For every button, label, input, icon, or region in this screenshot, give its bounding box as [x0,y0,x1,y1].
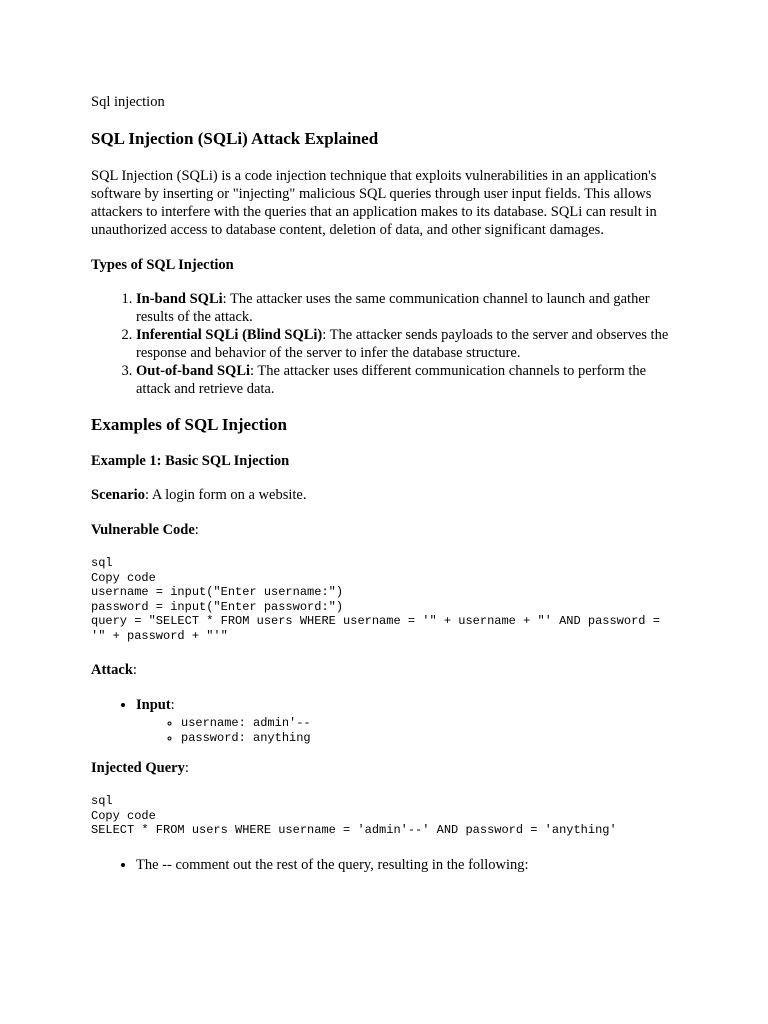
list-item [136,290,681,326]
bullet-text: The [136,856,163,873]
list-item [136,326,681,362]
type-desc: : The attacker uses different communication channels to perform the attack and retrieve data. [136,363,647,397]
bullet-text: comment out the rest of the query, resulting in the following: [171,856,529,873]
main-heading: SQL Injection (SQLi) Attack Explained [91,129,379,148]
input-field-label: username: [181,716,254,730]
code-lang: sql [91,794,113,808]
input-field-value: anything [253,730,311,745]
type-desc: : The attacker uses the same communication channel to launch and gather results of the attack. [136,291,650,325]
injected-query-label [91,759,681,777]
code-block-injected [91,794,681,838]
code-line: username = input("Enter username:") [91,585,344,599]
list-item [136,696,681,745]
types-heading: Types of SQL Injection [91,257,234,273]
document-body [91,93,681,888]
code-line: SELECT * FROM users WHERE username = 'admin'--' AND password = 'anything' [91,823,617,837]
colon: : [194,522,199,538]
input-sublist [136,716,681,745]
code-line: password = input("Enter password:") [91,599,344,614]
list-item [181,731,681,746]
vulnerable-label: Vulnerable Code [91,522,195,538]
scenario-paragraph [91,486,681,504]
copy-code-button[interactable]: Copy code [91,570,156,585]
result-list [91,856,681,874]
colon: : [132,662,137,678]
scenario-text: : A login form on a website. [144,487,307,503]
colon: : [170,697,175,713]
input-field-label: password: [181,730,254,745]
type-term: Out-of-band SQLi [136,363,251,379]
input-field-value: admin'-- [253,716,311,730]
input-label: Input [136,697,171,713]
colon: : [184,760,189,776]
type-term: Inferential SQLi (Blind SQLi) [136,327,323,343]
inline-code: -- [162,856,172,873]
document-title: Sql injection [91,94,165,110]
type-term: In-band SQLi [136,291,223,307]
copy-code-button[interactable]: Copy code [91,808,156,823]
injected-label: Injected Query [91,760,185,776]
intro-paragraph: SQL Injection (SQLi) is a code injection technique that exploits vulnerabilities in an application's software by inserting or "injecting" malicious SQL queries through user input fields. This allows attackers to interfere with the queries that an application makes to its database. SQLi can result in unauthorized access to database content, deletion of data, and other significant damages. [91,168,657,238]
code-lang: sql [91,556,113,570]
code-block-vulnerable [91,556,681,643]
list-item [181,716,681,731]
code-line: query = "SELECT * FROM users WHERE username = '" + username + "' AND password = '" + password + "'" [91,614,668,643]
attack-label: Attack [91,662,133,678]
list-item [136,856,681,874]
attack-label-paragraph [91,661,681,679]
scenario-label: Scenario [91,487,145,503]
example1-heading: Example 1: Basic SQL Injection [91,453,290,469]
vulnerable-code-label [91,521,681,539]
examples-heading: Examples of SQL Injection [91,415,287,434]
types-list [91,290,681,398]
type-desc: : The attacker sends payloads to the server and observes the response and behavior of the server to infer the database structure. [136,327,669,361]
attack-list [91,696,681,745]
list-item [136,362,681,398]
